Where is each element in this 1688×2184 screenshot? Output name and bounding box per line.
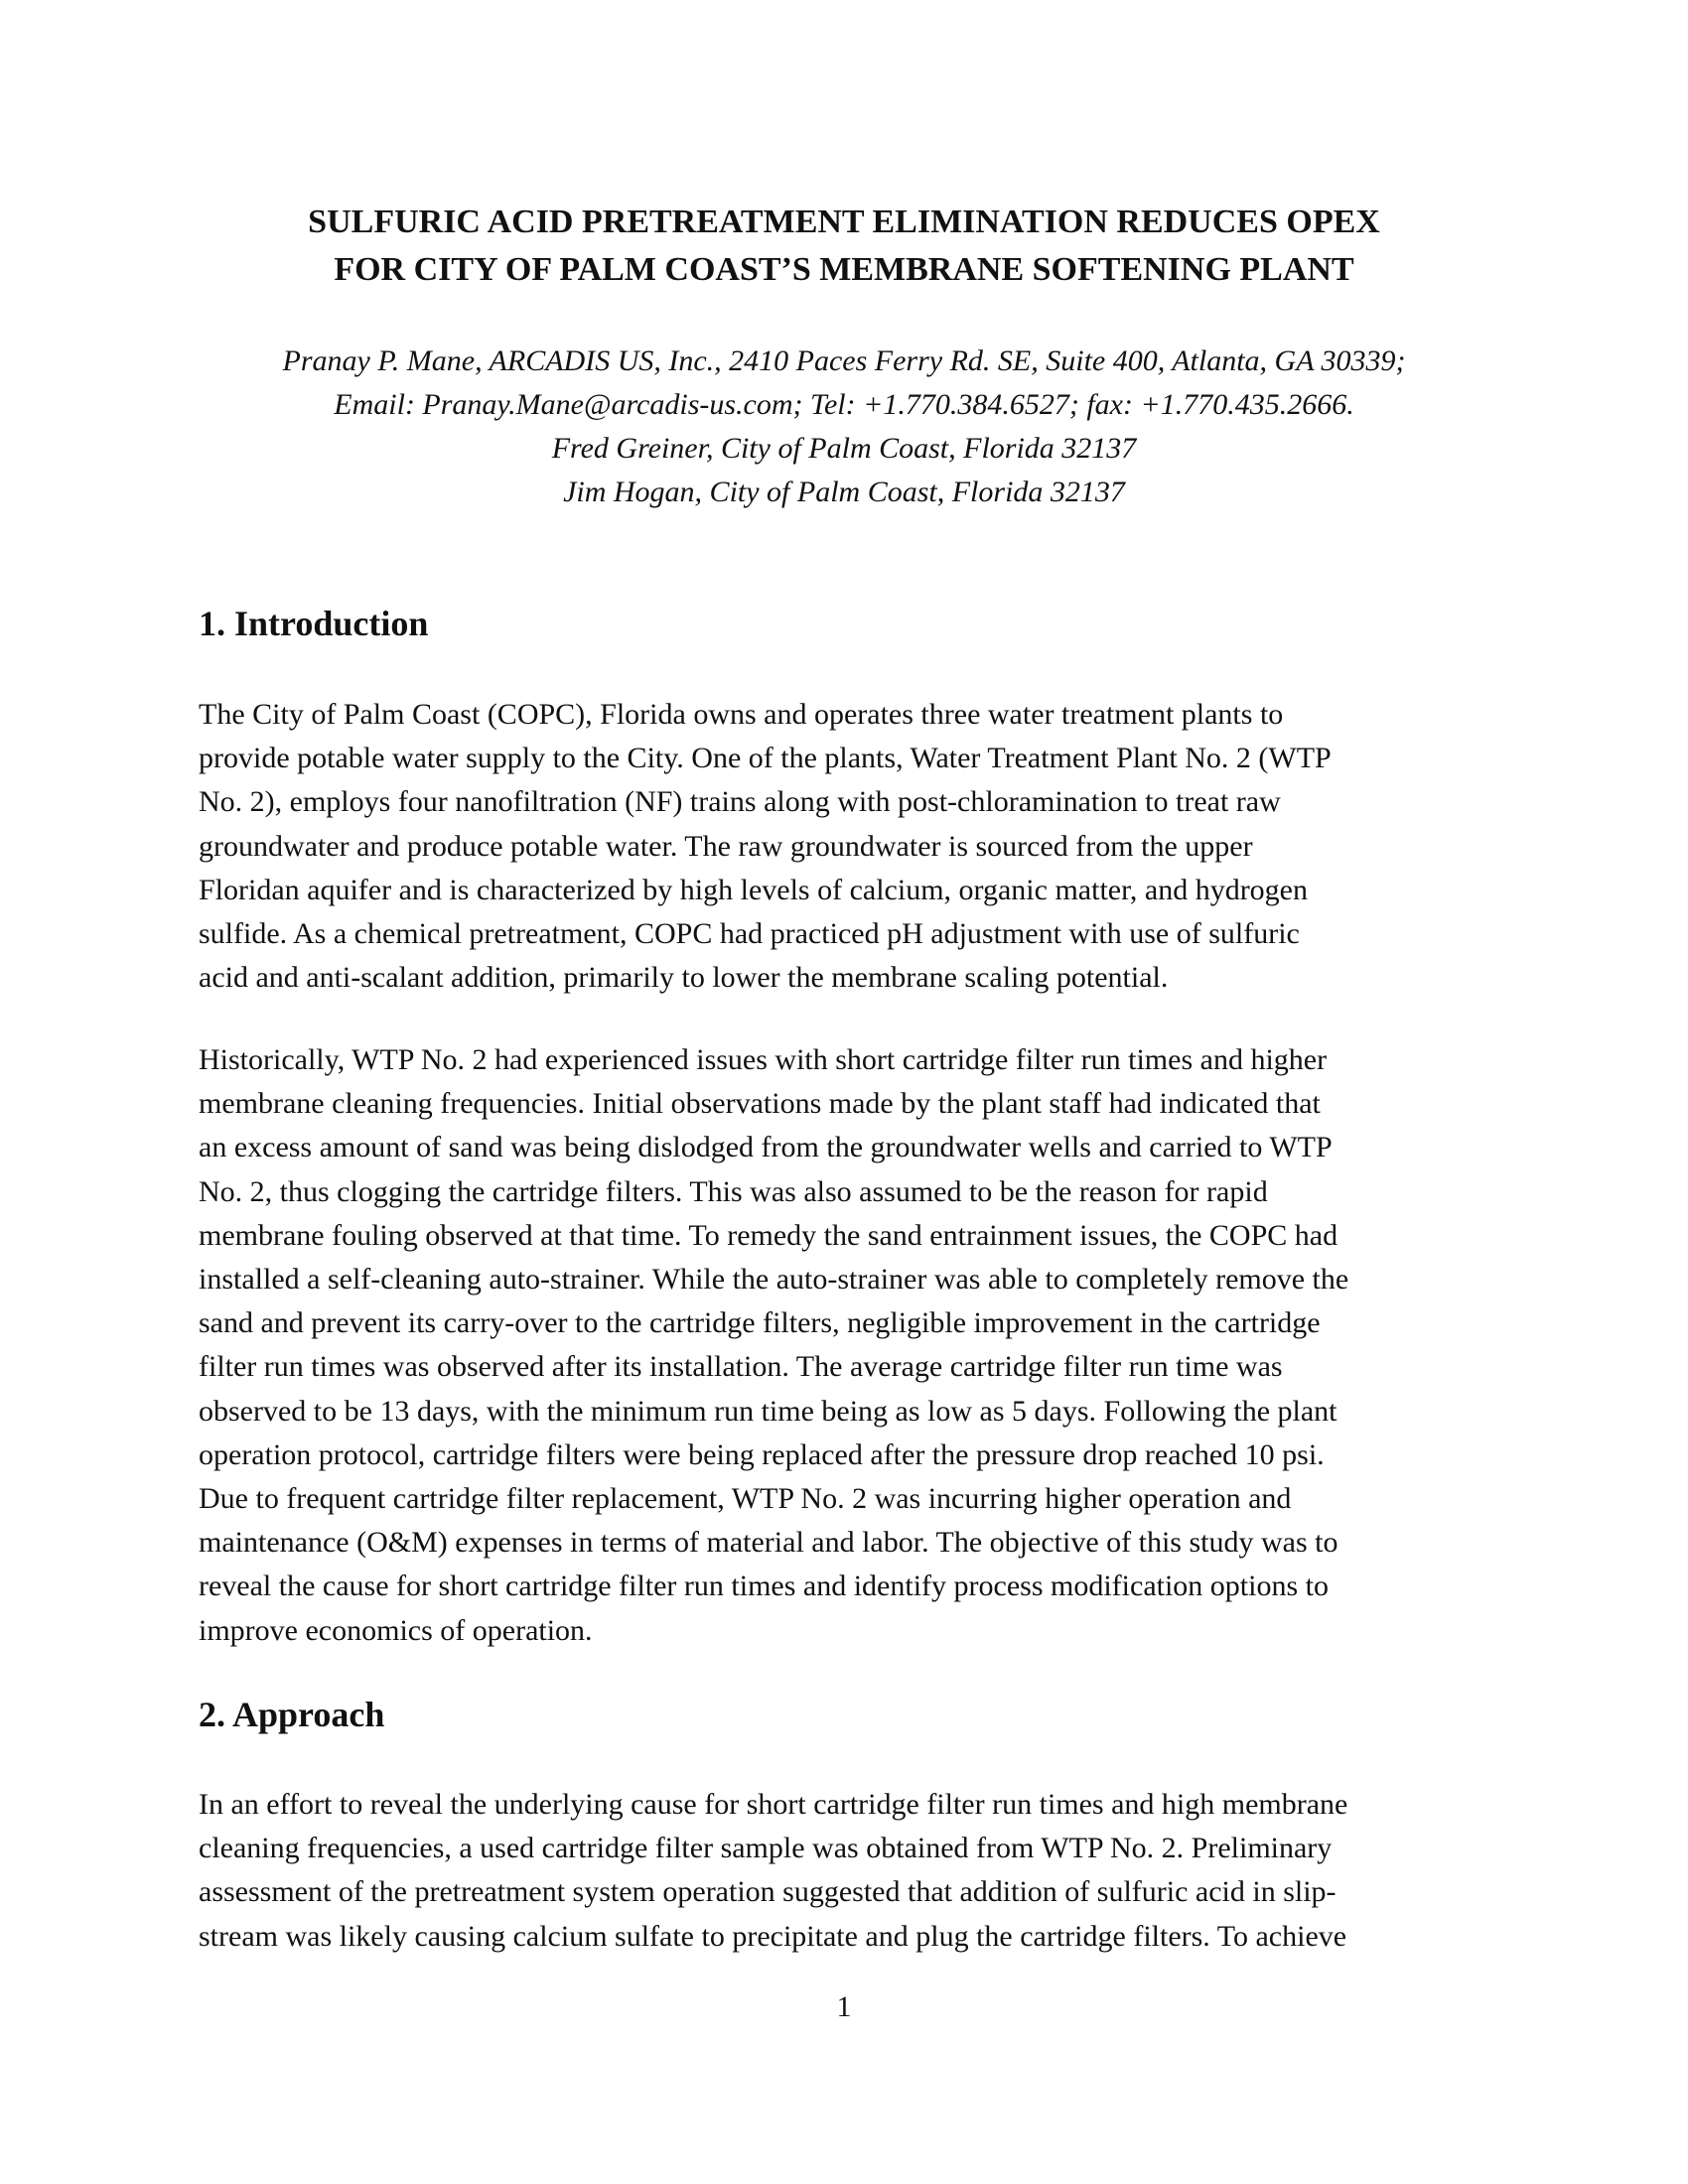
text-line: acid and anti-scalant addition, primarily to lower the membrane scaling potential. <box>199 961 1169 995</box>
text-line: membrane cleaning frequencies. Initial observations made by the plant staff had indicated that <box>199 1087 1321 1121</box>
text-line: No. 2), employs four nanofiltration (NF) trains along with post-chloramination to treat raw <box>199 785 1281 819</box>
text-line: maintenance (O&M) expenses in terms of material and labor. The objective of this study was to <box>199 1526 1338 1560</box>
text-line: membrane fouling observed at that time. To remedy the sand entrainment issues, the COPC had <box>199 1218 1338 1252</box>
introduction-paragraph-1 <box>199 693 1489 1000</box>
text-line: provide potable water supply to the City. One of the plants, Water Treatment Plant No. 2 (WTP <box>199 742 1332 775</box>
text-line: operation protocol, cartridge filters were being replaced after the pressure drop reached 10 psi. <box>199 1437 1325 1471</box>
text-line: Floridan aquifer and is characterized by high levels of calcium, organic matter, and hydrogen <box>199 873 1309 906</box>
author-line: Fred Greiner, City of Palm Coast, Florida 32137 <box>551 432 1137 465</box>
text-line: installed a self-cleaning auto-strainer. While the auto-strainer was able to completely remove the <box>199 1263 1349 1297</box>
section-heading-approach: 2. Approach <box>199 1695 385 1734</box>
text-line: No. 2, thus clogging the cartridge filters. This was also assumed to be the reason for rapid <box>199 1174 1268 1208</box>
text-line: stream was likely causing calcium sulfate to precipitate and plug the cartridge filters. To achieve <box>199 1919 1347 1953</box>
section-heading-introduction: 1. Introduction <box>199 604 429 643</box>
text-line: assessment of the pretreatment system operation suggested that addition of sulfuric acid in slip- <box>199 1875 1336 1909</box>
text-line: Due to frequent cartridge filter replacement, WTP No. 2 was incurring higher operation and <box>199 1482 1292 1516</box>
text-line: sand and prevent its carry-over to the cartridge filters, negligible improvement in the cartridge <box>199 1306 1321 1340</box>
text-line: sulfide. As a chemical pretreatment, COPC had practiced pH adjustment with use of sulfuric <box>199 917 1300 951</box>
text-line: an excess amount of sand was being dislodged from the groundwater wells and carried to WTP <box>199 1131 1333 1164</box>
page-number: 1 <box>836 1990 852 2023</box>
author-line: Jim Hogan, City of Palm Coast, Florida 32137 <box>563 476 1125 508</box>
paper-title <box>149 199 1539 294</box>
author-line: Email: Pranay.Mane@arcadis-us.com; Tel: +1.770.384.6527; fax: +1.770.435.2666. <box>334 388 1354 421</box>
author-line: Pranay P. Mane, ARCADIS US, Inc., 2410 Paces Ferry Rd. SE, Suite 400, Atlanta, GA 30339; <box>282 344 1406 377</box>
title-line: SULFURIC ACID PRETREATMENT ELIMINATION REDUCES OPEX <box>308 204 1380 240</box>
title-line: FOR CITY OF PALM COAST’S MEMBRANE SOFTENING PLANT <box>334 251 1354 288</box>
approach-paragraph-1 <box>199 1783 1489 1959</box>
text-line: reveal the cause for short cartridge filter run times and identify process modification options to <box>199 1570 1329 1603</box>
text-line: The City of Palm Coast (COPC), Florida owns and operates three water treatment plants to <box>199 698 1284 731</box>
text-line: filter run times was observed after its installation. The average cartridge filter run time was <box>199 1350 1283 1384</box>
text-line: improve economics of operation. <box>199 1613 593 1647</box>
author-block <box>149 340 1539 514</box>
text-line: cleaning frequencies, a used cartridge filter sample was obtained from WTP No. 2. Preliminary <box>199 1832 1333 1865</box>
text-line: In an effort to reveal the underlying cause for short cartridge filter run times and high membrane <box>199 1788 1348 1821</box>
text-line: Historically, WTP No. 2 had experienced issues with short cartridge filter run times and higher <box>199 1043 1328 1076</box>
introduction-paragraph-2 <box>199 1038 1489 1653</box>
text-line: groundwater and produce potable water. The raw groundwater is sourced from the upper <box>199 829 1253 863</box>
text-line: observed to be 13 days, with the minimum run time being as low as 5 days. Following the plant <box>199 1394 1337 1428</box>
